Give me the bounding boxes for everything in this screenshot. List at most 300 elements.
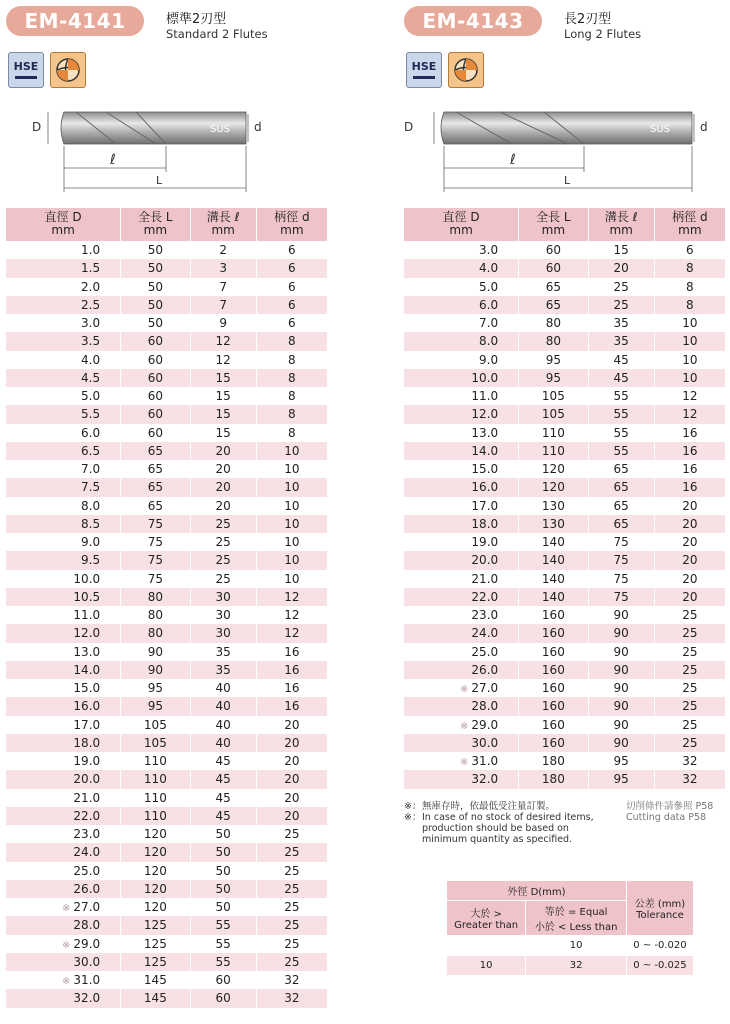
col-header-shank-diameter: 柄徑 d mm (654, 208, 725, 241)
cell-diameter: 25.0 (404, 643, 519, 661)
cell-diameter: 23.0 (6, 825, 121, 843)
spec-table-em4141 (6, 208, 328, 1008)
cell-shank-diameter: 6 (256, 259, 327, 277)
cell-flute-length: 95 (588, 752, 654, 770)
hse-material-icon (406, 52, 442, 88)
table-row (404, 369, 726, 387)
col-header-shank-diameter: 柄徑 d mm (256, 208, 327, 241)
table-row (6, 332, 328, 350)
cell-overall-length: 110 (121, 807, 190, 825)
cell-diameter: 17.0 (6, 716, 121, 734)
table-row (404, 387, 726, 405)
cell-diameter: 10.0 (404, 369, 519, 387)
cell-overall-length: 80 (519, 332, 588, 350)
cell-diameter: 32.0 (404, 770, 519, 788)
cell-shank-diameter: 20 (256, 789, 327, 807)
cell-flute-length: 55 (588, 424, 654, 442)
cell-flute-length: 20 (190, 442, 256, 460)
cell-flute-length: 2 (190, 241, 256, 259)
cell-shank-diameter: 8 (256, 387, 327, 405)
cell-flute-length: 45 (190, 770, 256, 788)
cell-diameter: 3.0 (6, 314, 121, 332)
table-row (404, 332, 726, 350)
cell-shank-diameter: 16 (256, 643, 327, 661)
cell-diameter: 4.0 (404, 259, 519, 277)
cell-overall-length: 50 (121, 241, 190, 259)
cell-overall-length: 160 (519, 624, 588, 642)
cell-shank-diameter: 10 (654, 351, 725, 369)
cell-shank-diameter: 20 (256, 734, 327, 752)
product-title-zh: 長2刃型 (564, 12, 612, 27)
cell-diameter: ※ 27.0 (404, 679, 519, 697)
cell-diameter: 6.5 (6, 442, 121, 460)
cell-overall-length: 60 (121, 424, 190, 442)
model-badge: EM-4141 (6, 6, 144, 36)
end-mill-drawing (404, 100, 726, 200)
cell-diameter: 28.0 (6, 916, 121, 934)
table-row (404, 497, 726, 515)
cell-overall-length: 80 (121, 606, 190, 624)
cell-overall-length: 65 (519, 296, 588, 314)
cell-flute-length: 60 (190, 971, 256, 989)
cell-diameter: 13.0 (6, 643, 121, 661)
cell-shank-diameter: 10 (654, 332, 725, 350)
cell-diameter: 9.5 (6, 551, 121, 569)
cell-overall-length: 60 (121, 405, 190, 423)
cell-shank-diameter: 20 (256, 807, 327, 825)
table-row (6, 497, 328, 515)
cell-diameter: 1.0 (6, 241, 121, 259)
product-title-zh: 標準2刃型 (166, 12, 227, 27)
cell-diameter: 6.0 (6, 424, 121, 442)
table-row (404, 278, 726, 296)
table-row (6, 661, 328, 679)
cell-shank-diameter: 25 (256, 916, 327, 934)
cell-diameter: 6.0 (404, 296, 519, 314)
col-header-diameter: 直徑 D mm (404, 208, 519, 241)
cell-overall-length: 110 (519, 424, 588, 442)
cell-shank-diameter: 25 (256, 843, 327, 861)
cell-overall-length: 65 (121, 478, 190, 496)
cell-diameter: 21.0 (6, 789, 121, 807)
cell-overall-length: 125 (121, 916, 190, 934)
cell-diameter: 14.0 (6, 661, 121, 679)
cell-flute-length: 75 (588, 588, 654, 606)
end-mill-drawing (6, 100, 328, 200)
cell-flute-length: 25 (190, 570, 256, 588)
note-en-1: In case of no stock of desired items, (422, 812, 594, 823)
cell-overall-length: 105 (121, 716, 190, 734)
cell-diameter: 5.0 (404, 278, 519, 296)
cell-shank-diameter: 12 (654, 405, 725, 423)
cell-flute-length: 45 (588, 351, 654, 369)
drawing-label-L: L (156, 174, 163, 187)
table-row (6, 460, 328, 478)
drawing-label-d: d (700, 120, 708, 134)
cell-diameter: 9.0 (6, 533, 121, 551)
table-row (6, 405, 328, 423)
cell-shank-diameter: 25 (256, 862, 327, 880)
table-row (404, 716, 726, 734)
cell-flute-length: 35 (588, 332, 654, 350)
cell-shank-diameter: 8 (654, 259, 725, 277)
cell-shank-diameter: 10 (256, 515, 327, 533)
cell-shank-diameter: 20 (256, 716, 327, 734)
cell-diameter: 26.0 (404, 661, 519, 679)
cell-overall-length: 75 (121, 515, 190, 533)
cell-overall-length: 140 (519, 551, 588, 569)
drawing-label-L: L (564, 174, 571, 187)
cell-diameter: 22.0 (404, 588, 519, 606)
table-row (404, 259, 726, 277)
cell-diameter: 5.0 (6, 387, 121, 405)
table-row (404, 551, 726, 569)
cell-diameter: 15.0 (404, 460, 519, 478)
cell-flute-length: 45 (588, 369, 654, 387)
cell-shank-diameter: 25 (256, 953, 327, 971)
cell-flute-length: 7 (190, 278, 256, 296)
cell-shank-diameter: 25 (654, 624, 725, 642)
table-row (6, 825, 328, 843)
cell-overall-length: 80 (519, 314, 588, 332)
cell-overall-length: 95 (519, 369, 588, 387)
cell-flute-length: 3 (190, 259, 256, 277)
cell-shank-diameter: 8 (256, 405, 327, 423)
table-row (6, 351, 328, 369)
cell-diameter: 19.0 (404, 533, 519, 551)
cell-shank-diameter: 25 (654, 661, 725, 679)
table-row (6, 624, 328, 642)
cell-shank-diameter: 10 (654, 314, 725, 332)
cell-diameter: 28.0 (404, 697, 519, 715)
table-row (6, 551, 328, 569)
two-flute-icon (50, 52, 86, 88)
cell-shank-diameter: 20 (654, 551, 725, 569)
cell-shank-diameter: 25 (256, 898, 327, 916)
cell-shank-diameter: 25 (654, 697, 725, 715)
cell-shank-diameter: 16 (654, 424, 725, 442)
cell-diameter: 16.0 (404, 478, 519, 496)
cell-shank-diameter: 8 (256, 369, 327, 387)
table-row (404, 351, 726, 369)
cell-overall-length: 160 (519, 734, 588, 752)
cell-flute-length: 75 (588, 570, 654, 588)
tol-row: 10 0 ~ -0.020 (447, 936, 694, 956)
cell-overall-length: 95 (121, 679, 190, 697)
cell-shank-diameter: 8 (256, 351, 327, 369)
cell-overall-length: 50 (121, 314, 190, 332)
drawing-label-d: d (254, 120, 262, 134)
cell-diameter: 20.0 (404, 551, 519, 569)
model-badge: EM-4143 (404, 6, 542, 36)
cell-flute-length: 30 (190, 624, 256, 642)
product-title-en: Long 2 Flutes (564, 27, 642, 41)
cell-overall-length: 80 (121, 624, 190, 642)
cell-diameter: 30.0 (404, 734, 519, 752)
table-row (6, 515, 328, 533)
table-row (404, 588, 726, 606)
table-row (404, 515, 726, 533)
cell-flute-length: 40 (190, 734, 256, 752)
table-row (6, 862, 328, 880)
note-en-3: minimum quantity as specified. (422, 834, 573, 845)
tol-header-tolerance: 公差 (mm) Tolerance (626, 881, 693, 936)
col-header-overall-length: 全長 L mm (121, 208, 190, 241)
cell-shank-diameter: 20 (256, 770, 327, 788)
tol-header-greater: 大於 > Greater than (447, 901, 526, 936)
cell-overall-length: 160 (519, 606, 588, 624)
cell-overall-length: 50 (121, 259, 190, 277)
cell-diameter: 4.5 (6, 369, 121, 387)
cell-diameter: 11.0 (6, 606, 121, 624)
table-row (404, 314, 726, 332)
cell-diameter: 16.0 (6, 697, 121, 715)
cell-shank-diameter: 25 (654, 643, 725, 661)
cell-diameter: 12.0 (404, 405, 519, 423)
cell-flute-length: 35 (190, 643, 256, 661)
cell-shank-diameter: 25 (654, 716, 725, 734)
cell-flute-length: 65 (588, 478, 654, 496)
cell-diameter: ※ 31.0 (6, 971, 121, 989)
cell-overall-length: 65 (519, 278, 588, 296)
cell-diameter: 10.5 (6, 588, 121, 606)
cell-diameter: ※ 29.0 (6, 935, 121, 953)
table-row (6, 424, 328, 442)
cell-overall-length: 130 (519, 515, 588, 533)
cell-flute-length: 30 (190, 588, 256, 606)
cell-diameter: 3.0 (404, 241, 519, 259)
cell-flute-length: 9 (190, 314, 256, 332)
cell-diameter: 17.0 (404, 497, 519, 515)
cell-flute-length: 65 (588, 515, 654, 533)
table-row (6, 570, 328, 588)
cell-diameter: 23.0 (404, 606, 519, 624)
table-row (6, 533, 328, 551)
cell-overall-length: 110 (519, 442, 588, 460)
cell-overall-length: 60 (519, 259, 588, 277)
cell-flute-length: 75 (588, 551, 654, 569)
cell-flute-length: 40 (190, 697, 256, 715)
cell-flute-length: 25 (588, 278, 654, 296)
cell-overall-length: 120 (121, 898, 190, 916)
cell-flute-length: 25 (190, 515, 256, 533)
table-row (404, 679, 726, 697)
cell-overall-length: 90 (121, 661, 190, 679)
cell-diameter: 21.0 (404, 570, 519, 588)
cell-diameter: 8.0 (6, 497, 121, 515)
cell-diameter: 8.5 (6, 515, 121, 533)
cell-overall-length: 75 (121, 551, 190, 569)
cell-diameter: ※ 27.0 (6, 898, 121, 916)
cell-flute-length: 12 (190, 332, 256, 350)
cell-overall-length: 160 (519, 679, 588, 697)
cell-overall-length: 120 (121, 825, 190, 843)
cell-flute-length: 25 (190, 551, 256, 569)
cell-shank-diameter: 16 (654, 478, 725, 496)
table-row (404, 734, 726, 752)
cell-flute-length: 50 (190, 862, 256, 880)
cell-overall-length: 65 (121, 442, 190, 460)
cell-shank-diameter: 12 (256, 624, 327, 642)
cell-overall-length: 120 (519, 460, 588, 478)
drawing-label-l: ℓ (510, 152, 516, 168)
cell-overall-length: 125 (121, 935, 190, 953)
cell-overall-length: 140 (519, 588, 588, 606)
cell-shank-diameter: 25 (256, 825, 327, 843)
cell-overall-length: 60 (121, 351, 190, 369)
col-header-flute-length: 溝長 ℓ mm (588, 208, 654, 241)
cell-diameter: 4.0 (6, 351, 121, 369)
cell-shank-diameter: 8 (654, 296, 725, 314)
cell-flute-length: 45 (190, 789, 256, 807)
cell-shank-diameter: 12 (256, 606, 327, 624)
cell-diameter: 7.0 (404, 314, 519, 332)
stock-notes: ※： 無庫存時，依最低受注量訂製。 ※： In case of no stock of desired items, production should be based on minimum quantity as specified. (404, 801, 594, 845)
table-row (404, 241, 726, 259)
cell-shank-diameter: 10 (654, 369, 725, 387)
cell-flute-length: 50 (190, 843, 256, 861)
cell-shank-diameter: 20 (654, 497, 725, 515)
cell-flute-length: 90 (588, 679, 654, 697)
cell-flute-length: 90 (588, 624, 654, 642)
cell-diameter: 7.0 (6, 460, 121, 478)
cell-diameter: 24.0 (404, 624, 519, 642)
table-row (6, 916, 328, 934)
cell-shank-diameter: 16 (256, 697, 327, 715)
two-flute-icon (448, 52, 484, 88)
cell-shank-diameter: 25 (654, 606, 725, 624)
table-row (6, 752, 328, 770)
cell-shank-diameter: 25 (256, 935, 327, 953)
cell-shank-diameter: 25 (256, 880, 327, 898)
cell-diameter: 19.0 (6, 752, 121, 770)
table-row (6, 606, 328, 624)
cell-diameter: 5.5 (6, 405, 121, 423)
cell-diameter: 14.0 (404, 442, 519, 460)
cell-overall-length: 145 (121, 989, 190, 1007)
cell-overall-length: 160 (519, 661, 588, 679)
table-row (6, 880, 328, 898)
cell-flute-length: 45 (190, 807, 256, 825)
table-row (6, 643, 328, 661)
cell-shank-diameter: 20 (654, 515, 725, 533)
cell-shank-diameter: 6 (654, 241, 725, 259)
cell-flute-length: 55 (190, 935, 256, 953)
cell-overall-length: 90 (121, 643, 190, 661)
cell-flute-length: 30 (190, 606, 256, 624)
cell-overall-length: 180 (519, 770, 588, 788)
cell-flute-length: 50 (190, 898, 256, 916)
product-title-en: Standard 2 Flutes (166, 27, 268, 41)
cell-flute-length: 90 (588, 734, 654, 752)
cell-diameter: 18.0 (404, 515, 519, 533)
cell-flute-length: 35 (588, 314, 654, 332)
spec-table-em4143 (404, 208, 726, 789)
cell-flute-length: 60 (190, 989, 256, 1007)
cell-diameter: 12.0 (6, 624, 121, 642)
cell-diameter: 8.0 (404, 332, 519, 350)
cell-diameter: 10.0 (6, 570, 121, 588)
cell-diameter: 7.5 (6, 478, 121, 496)
table-row (404, 533, 726, 551)
cell-shank-diameter: 16 (654, 460, 725, 478)
cell-diameter: 1.5 (6, 259, 121, 277)
cell-shank-diameter: 10 (256, 460, 327, 478)
cell-overall-length: 105 (519, 405, 588, 423)
cell-overall-length: 75 (121, 533, 190, 551)
table-row (404, 478, 726, 496)
cell-shank-diameter: 16 (654, 442, 725, 460)
cell-flute-length: 35 (190, 661, 256, 679)
cell-diameter: 11.0 (404, 387, 519, 405)
table-row (404, 442, 726, 460)
cell-shank-diameter: 32 (256, 989, 327, 1007)
cell-flute-length: 75 (588, 533, 654, 551)
cell-diameter: 20.0 (6, 770, 121, 788)
cell-shank-diameter: 10 (256, 551, 327, 569)
cell-shank-diameter: 32 (256, 971, 327, 989)
cell-flute-length: 7 (190, 296, 256, 314)
cell-diameter: 25.0 (6, 862, 121, 880)
cell-overall-length: 60 (121, 369, 190, 387)
cell-overall-length: 160 (519, 716, 588, 734)
table-row (6, 843, 328, 861)
cell-overall-length: 140 (519, 570, 588, 588)
table-row (6, 369, 328, 387)
cell-flute-length: 20 (190, 497, 256, 515)
cell-overall-length: 105 (519, 387, 588, 405)
table-row (6, 898, 328, 916)
cell-shank-diameter: 8 (256, 332, 327, 350)
table-row (6, 241, 328, 259)
table-row (6, 679, 328, 697)
cell-shank-diameter: 20 (654, 533, 725, 551)
table-row (6, 588, 328, 606)
cell-shank-diameter: 10 (256, 497, 327, 515)
tol-row: 10 32 0 ~ -0.025 (447, 956, 694, 976)
cell-flute-length: 90 (588, 643, 654, 661)
cell-overall-length: 120 (519, 478, 588, 496)
cell-overall-length: 120 (121, 862, 190, 880)
cell-flute-length: 12 (190, 351, 256, 369)
cell-overall-length: 125 (121, 953, 190, 971)
hse-material-icon (8, 52, 44, 88)
cell-flute-length: 55 (588, 405, 654, 423)
table-row (404, 643, 726, 661)
cell-flute-length: 55 (588, 387, 654, 405)
table-row (6, 442, 328, 460)
cell-overall-length: 80 (121, 588, 190, 606)
col-header-flute-length: 溝長 ℓ mm (190, 208, 256, 241)
cell-shank-diameter: 25 (654, 679, 725, 697)
cell-flute-length: 55 (588, 442, 654, 460)
cell-shank-diameter: 32 (654, 752, 725, 770)
cell-flute-length: 15 (588, 241, 654, 259)
table-row (6, 387, 328, 405)
cell-flute-length: 65 (588, 460, 654, 478)
cell-diameter: 13.0 (404, 424, 519, 442)
cell-shank-diameter: 12 (654, 387, 725, 405)
cutting-data-reference: 切削條件請參照 P58 Cutting data P58 (626, 801, 714, 823)
cell-overall-length: 65 (121, 497, 190, 515)
drawing-label-D: D (404, 120, 414, 134)
hse-label: HSE (411, 60, 437, 73)
cell-shank-diameter: 16 (256, 679, 327, 697)
cell-overall-length: 140 (519, 533, 588, 551)
cell-flute-length: 65 (588, 497, 654, 515)
cell-overall-length: 110 (121, 752, 190, 770)
table-row (6, 697, 328, 715)
